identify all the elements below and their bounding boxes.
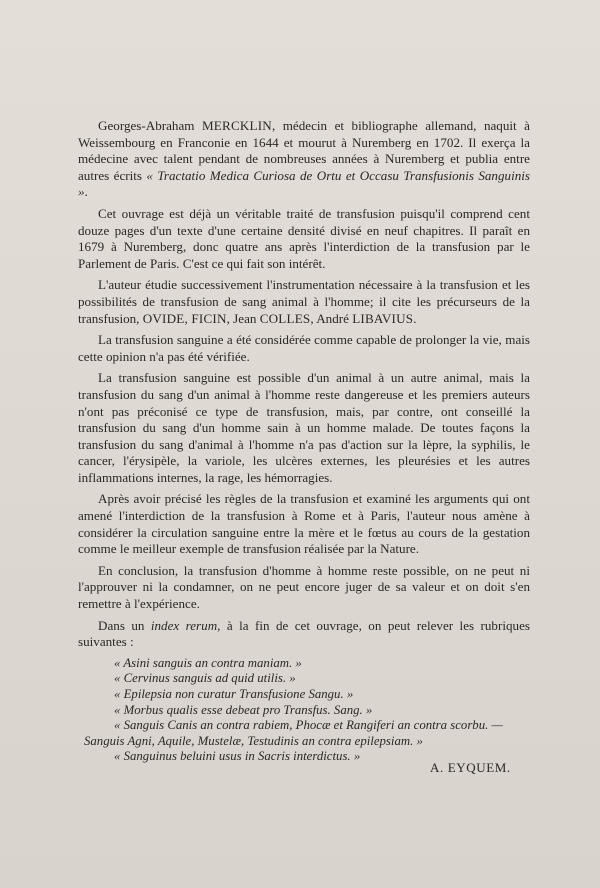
rubric-item: « Morbus qualis esse debeat pro Transfus. Sang. » xyxy=(114,702,373,717)
text-run: . xyxy=(413,310,417,326)
author-signature: A. EYQUEM. xyxy=(430,760,511,775)
article-body xyxy=(78,118,530,765)
paragraph xyxy=(78,118,530,201)
paragraph xyxy=(78,563,530,613)
text-run: , à la fin de cet ouvrage, on peut relever les rubriques suivantes : xyxy=(78,617,530,650)
text-run: En conclusion, la transfusion d'homme à homme reste possible, on ne peut ni l'approuver ni la condamner, on ne peut encore juger de sa valeur et on doit s'en remettre à l'expérience. xyxy=(78,562,530,612)
paragraph xyxy=(78,491,530,557)
rubric-item: « Sanguinus beluini usus in Sacris interdictus. » xyxy=(114,749,361,764)
rubric-item: Sanguis Agni, Aquile, Mustelæ, Testudinis an contra epilepsiam. » xyxy=(84,733,423,748)
italic-text: « Tractatio Medica Curiosa de Ortu et Occasu Transfusionis Sanguinis » xyxy=(78,167,530,200)
paragraph-list xyxy=(78,118,530,651)
name-text: LIBAVIUS xyxy=(352,310,414,326)
text-run: La transfusion sanguine est possible d'un animal à un autre animal, mais la transfusion du sang d'un animal à l'homme reste dangereuse et les premiers auteurs n'ont pas préconisé ce type de transfusion, mais, par contre, ont conseillé la transfusion du sang d'un homme sain à un homme malade. De toutes façons la transfusion du sang d'animal à l'homme n'a pas d'action sur la lèpre, la syphilis, le cancer, l'érysipèle, la variole, les ulcères externes, les pleurésies et les autres inflammations internes, la rage, les hémorragies. xyxy=(78,370,530,485)
paragraph xyxy=(78,206,530,272)
rubric-item: « Cervinus sanguis ad quid utilis. » xyxy=(114,671,296,686)
rubric-item: « Epilepsia non curatur Transfusione Sangu. » xyxy=(114,687,354,701)
paragraph xyxy=(78,277,530,327)
text-run: Georges-Abraham xyxy=(98,118,202,133)
text-run: Dans un xyxy=(98,617,151,633)
text-run: Cet ouvrage est déjà un véritable traité de transfusion puisqu'il comprend cent douze pages d'un texte d'une certaine densité divisé en neuf chapitres. Il paraît en 1679 à Nuremberg, donc quatre ans après l'interdiction de la transfusion par le Parlement de Paris. C'est ce qui fait son intérêt. xyxy=(78,205,530,271)
text-run: , André xyxy=(310,310,353,326)
name-text: OVIDE, FICIN xyxy=(142,310,227,326)
rubric-item: « Sanguis Canis an contra rabiem, Phocæ et Rangiferi an contra scorbu. — xyxy=(114,718,503,733)
text-run: , Jean xyxy=(226,310,260,326)
paragraph xyxy=(78,370,530,486)
name-text: COLLES xyxy=(259,310,311,326)
text-run: , médecin et bibliographe allemand, naquit à Weissembourg en Franconie en 1644 et mourut à Nuremberg en 1702. Il exerça la médecine avec talent pendant de nombreuses années à Nuremberg et publia entre autres écrits xyxy=(78,118,530,183)
text-run: Après avoir précisé les règles de la transfusion et examiné les arguments qui ont amené l'interdiction de la transfusion à Rome et à Paris, l'auteur nous amène à considérer la circulation sanguine entre la mère et le fœtus au cours de la gestation comme le meilleur exemple de transfusion réalisée par la Nature. xyxy=(78,491,530,557)
text-run: La transfusion sanguine a été considérée comme capable de prolonger la vie, mais cette opinion n'a pas été vérifiée. xyxy=(78,332,530,364)
name-text: MERCKLIN xyxy=(201,118,272,133)
text-run: . xyxy=(84,184,88,200)
paragraph xyxy=(78,332,530,365)
rubric-list xyxy=(78,656,530,765)
text-run: L'auteur étudie successivement l'instrumentation nécessaire à la transfusion et les possibilités de transfusion de sang animal à l'homme; il cite les précurseurs de la transfusion, xyxy=(78,277,530,326)
rubric-item: « Asini sanguis an contra maniam. » xyxy=(114,655,302,670)
paragraph xyxy=(78,618,530,651)
italic-text: index rerum xyxy=(150,617,218,633)
